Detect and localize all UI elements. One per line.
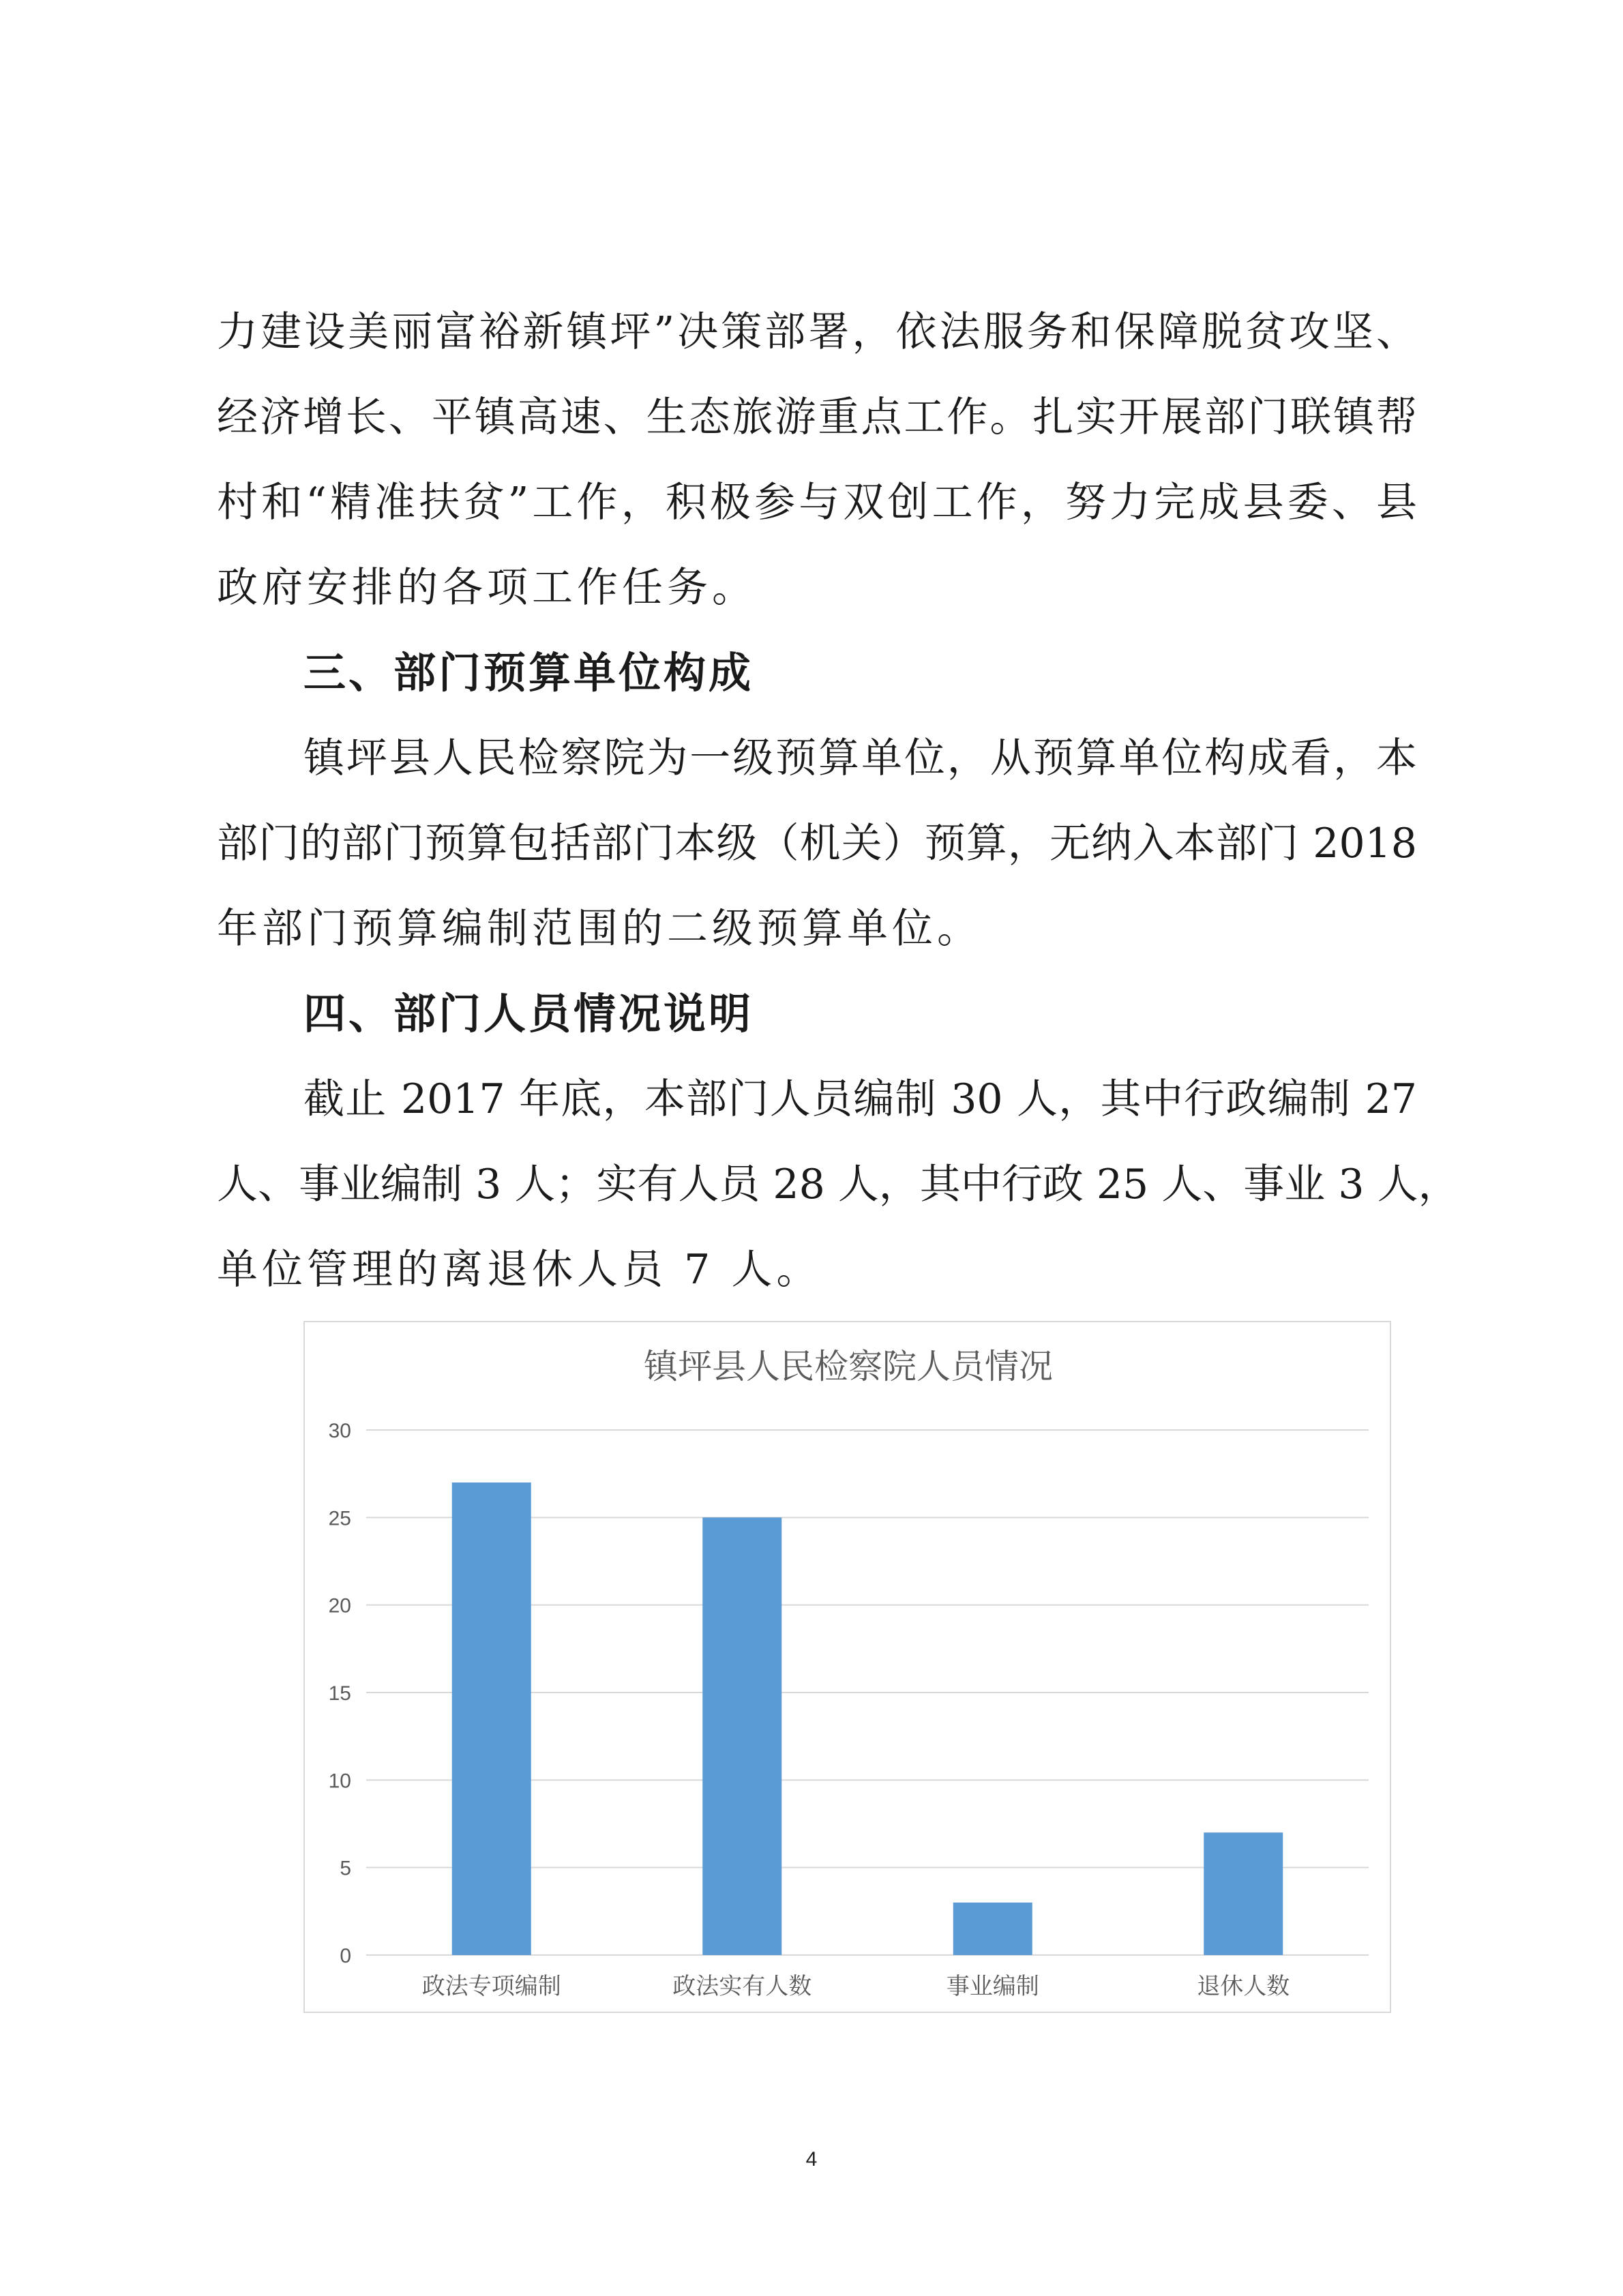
x-axis-labels xyxy=(422,1973,1290,2000)
text-line: 镇坪县人民检察院为一级预算单位，从预算单位构成看，本 xyxy=(303,734,1417,782)
page-number: 4 xyxy=(805,2148,818,2171)
y-axis-ticks xyxy=(329,1420,351,1967)
bars xyxy=(452,1482,1283,1955)
chart-canvas xyxy=(305,1322,1393,2014)
x-category-label: 政法专项编制 xyxy=(421,1973,561,2000)
staff-bar-chart xyxy=(303,1321,1391,2013)
section-heading-units: 三、部门预算单位构成 xyxy=(303,648,754,698)
text-line: 政府安排的各项工作任务。 xyxy=(217,564,757,612)
paragraph-staff xyxy=(217,1057,1459,1313)
y-tick-label: 5 xyxy=(340,1857,351,1880)
x-category-label: 政法实有人数 xyxy=(672,1973,812,2000)
text-line: 经济增长、平镇高速、生态旅游重点工作。扎实开展部门联镇帮 xyxy=(217,393,1417,441)
y-tick-label: 15 xyxy=(328,1682,351,1705)
chart-title: 镇坪县人民检察院人员情况 xyxy=(644,1347,1053,1386)
x-category-label: 退休人数 xyxy=(1197,1973,1290,2000)
text-line: 部门的部门预算包括部门本级（机关）预算，无纳入本部门 2018 xyxy=(217,820,1417,867)
text-line: 年部门预算编制范围的二级预算单位。 xyxy=(217,905,982,953)
text-line: 村和“精准扶贫”工作，积极参与双创工作，努力完成县委、县 xyxy=(217,479,1417,526)
bar xyxy=(452,1482,531,1955)
section-heading-staff: 四、部门人员情况说明 xyxy=(303,989,754,1039)
bar xyxy=(953,1903,1032,1955)
bar xyxy=(1204,1832,1283,1955)
bar xyxy=(702,1517,781,1955)
paragraph-budget-units xyxy=(217,716,1417,972)
y-tick-label: 10 xyxy=(328,1770,351,1793)
text-line: 人、事业编制 3 人；实有人员 28 人，其中行政 25 人、事业 3 人， xyxy=(217,1161,1459,1208)
y-tick-label: 25 xyxy=(328,1507,351,1530)
text-line: 力建设美丽富裕新镇坪”决策部署，依法服务和保障脱贫攻坚、 xyxy=(217,308,1417,356)
paragraph-continuation xyxy=(217,290,1417,631)
y-tick-label: 20 xyxy=(328,1594,351,1617)
y-tick-label: 0 xyxy=(340,1945,351,1967)
x-category-label: 事业编制 xyxy=(946,1973,1039,2000)
text-line: 截止 2017 年底，本部门人员编制 30 人，其中行政编制 27 xyxy=(303,1075,1417,1123)
text-line: 单位管理的离退休人员 7 人。 xyxy=(217,1246,822,1294)
y-tick-label: 30 xyxy=(328,1420,351,1442)
